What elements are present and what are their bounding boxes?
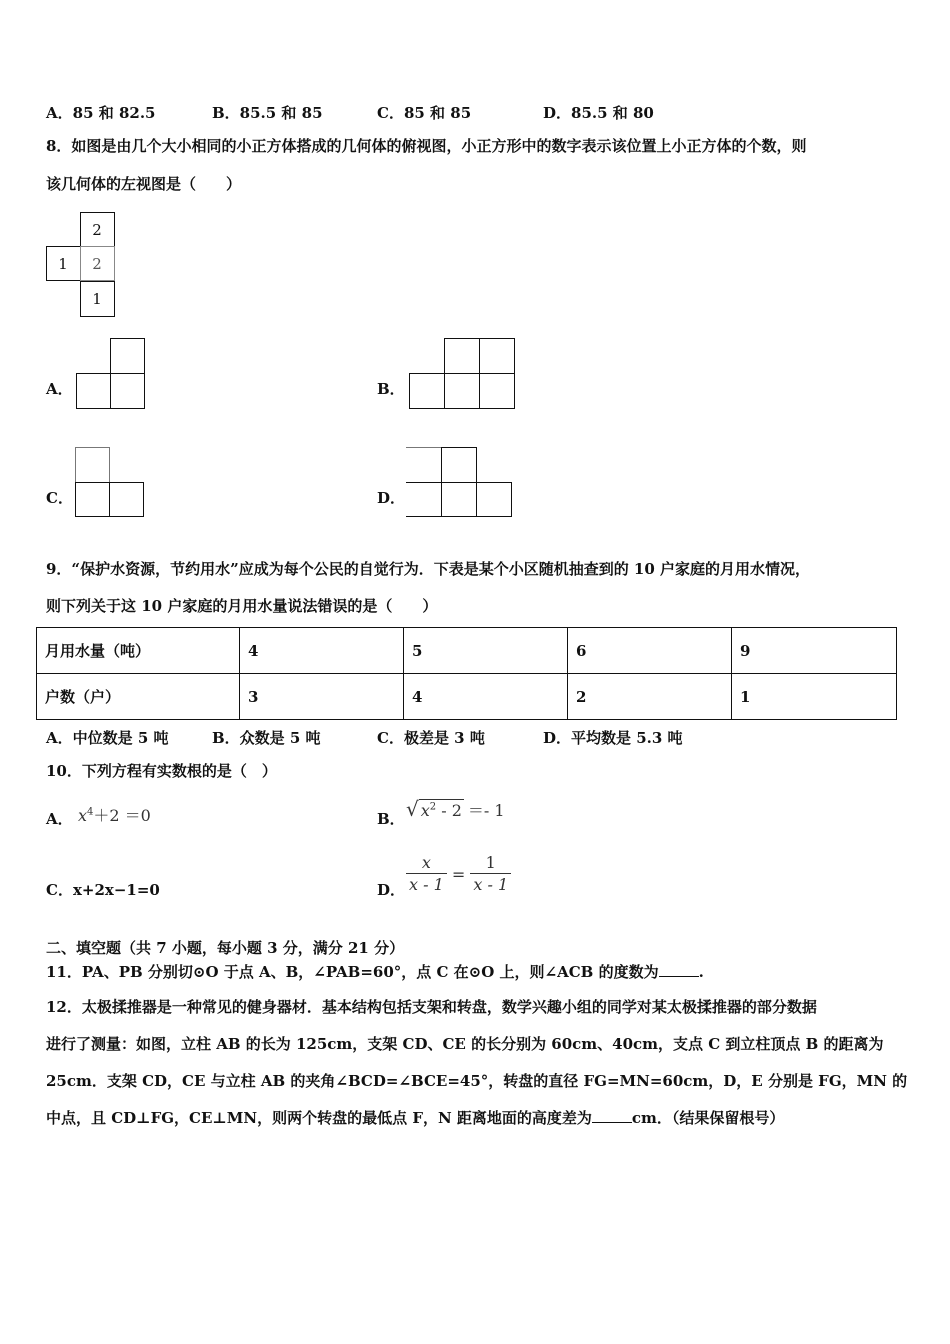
table-row: [37, 628, 897, 674]
q8-stem-line2: 该几何体的左视图是（ ）: [46, 175, 242, 193]
table-cell: 4: [404, 674, 568, 720]
q10-option-b-label: B．: [377, 810, 405, 828]
q9-option-b: B．众数是 5 吨: [212, 729, 321, 747]
grid-cell-left: 1: [58, 255, 68, 273]
q7-option-d: D．85.5 和 80: [543, 104, 654, 122]
table-cell: 6: [568, 628, 732, 674]
q10-option-d-equation: $\frac{x}{x - 1}$ = $\frac{1}{x - 1}$: [406, 853, 511, 896]
q12-line4: 中点，且 CD⊥FG，CE⊥MN，则两个转盘的最低点 F，N 距离地面的高度差为 cm．（结果保留根号）: [46, 1109, 785, 1127]
q9-option-a: A．中位数是 5 吨: [46, 729, 169, 747]
q10-option-d-label: D．: [377, 881, 406, 899]
table-cell: 5: [404, 628, 568, 674]
q7-option-c: C．85 和 85: [377, 104, 472, 122]
table-cell: 4: [240, 628, 404, 674]
water-usage-table: [36, 627, 897, 720]
q8-option-a-label: A．: [46, 380, 73, 398]
grid-cell-bottom: 1: [92, 290, 102, 308]
answer-blank[interactable]: [592, 1108, 632, 1123]
q9-option-d: D．平均数是 5.3 吨: [543, 729, 683, 747]
section-title: 二、填空题（共 7 小题，每小题 3 分，满分 21 分）: [46, 939, 405, 957]
q7-option-a: A．85 和 82.5: [46, 104, 156, 122]
table-cell: 户数（户）: [37, 674, 240, 720]
q10-option-a-equation: $x^4+2 =0$: [78, 806, 151, 825]
q8-option-c-label: C．: [46, 489, 73, 507]
q8-option-d-label: D．: [377, 489, 406, 507]
q12-line3: 25cm．支架 CD，CE 与立柱 AB 的夹角∠BCD=∠BCE=45°，转盘的直径 FG=MN=60cm，D，E 分别是 FG，MN 的: [46, 1072, 908, 1090]
q9-option-c: C．极差是 3 吨: [377, 729, 485, 747]
q10-option-b-equation: √ $x^2 - 2 =- 1$: [406, 797, 505, 821]
q9-stem-line1: 9．“保护水资源，节约用水”应成为每个公民的自觉行为．下表是某个小区随机抽查到的 10 户家庭的月用水情况，: [46, 560, 811, 578]
q10-stem: 10．下列方程有实数根的是（ ）: [46, 762, 277, 780]
q11-stem: 11．PA、PB 分别切⊙O 于点 A、B，∠PAB=60°，点 C 在⊙O 上，则∠ACB 的度数为 .: [46, 963, 704, 981]
q10-option-c: C．x+2x−1=0: [46, 881, 160, 899]
table-cell: 9: [732, 628, 897, 674]
table-cell: 月用水量（吨）: [37, 628, 240, 674]
grid-cell-center: 2: [92, 255, 102, 273]
q7-option-b: B．85.5 和 85: [212, 104, 323, 122]
q8-option-b-label: B．: [377, 380, 405, 398]
q9-stem-line2: 则下列关于这 10 户家庭的月用水量说法错误的是（ ）: [46, 597, 438, 615]
answer-blank[interactable]: [659, 962, 699, 977]
grid-cell-top: 2: [92, 221, 102, 239]
q8-stem-line1: 8．如图是由几个大小相同的小正方体搭成的几何体的俯视图，小正方形中的数字表示该位置上小正方体的个数，则: [46, 137, 807, 155]
table-row: [37, 674, 897, 720]
table-cell: 1: [732, 674, 897, 720]
table-cell: 2: [568, 674, 732, 720]
q12-line1: 12．太极揉推器是一种常见的健身器材．基本结构包括支架和转盘，数学兴趣小组的同学对某太极揉推器的部分数据: [46, 998, 817, 1016]
table-cell: 3: [240, 674, 404, 720]
q12-line2: 进行了测量：如图，立柱 AB 的长为 125cm，支架 CD、CE 的长分别为 60cm、40cm，支点 C 到立柱顶点 B 的距离为: [46, 1035, 884, 1053]
q10-option-a-label: A．: [46, 810, 73, 828]
